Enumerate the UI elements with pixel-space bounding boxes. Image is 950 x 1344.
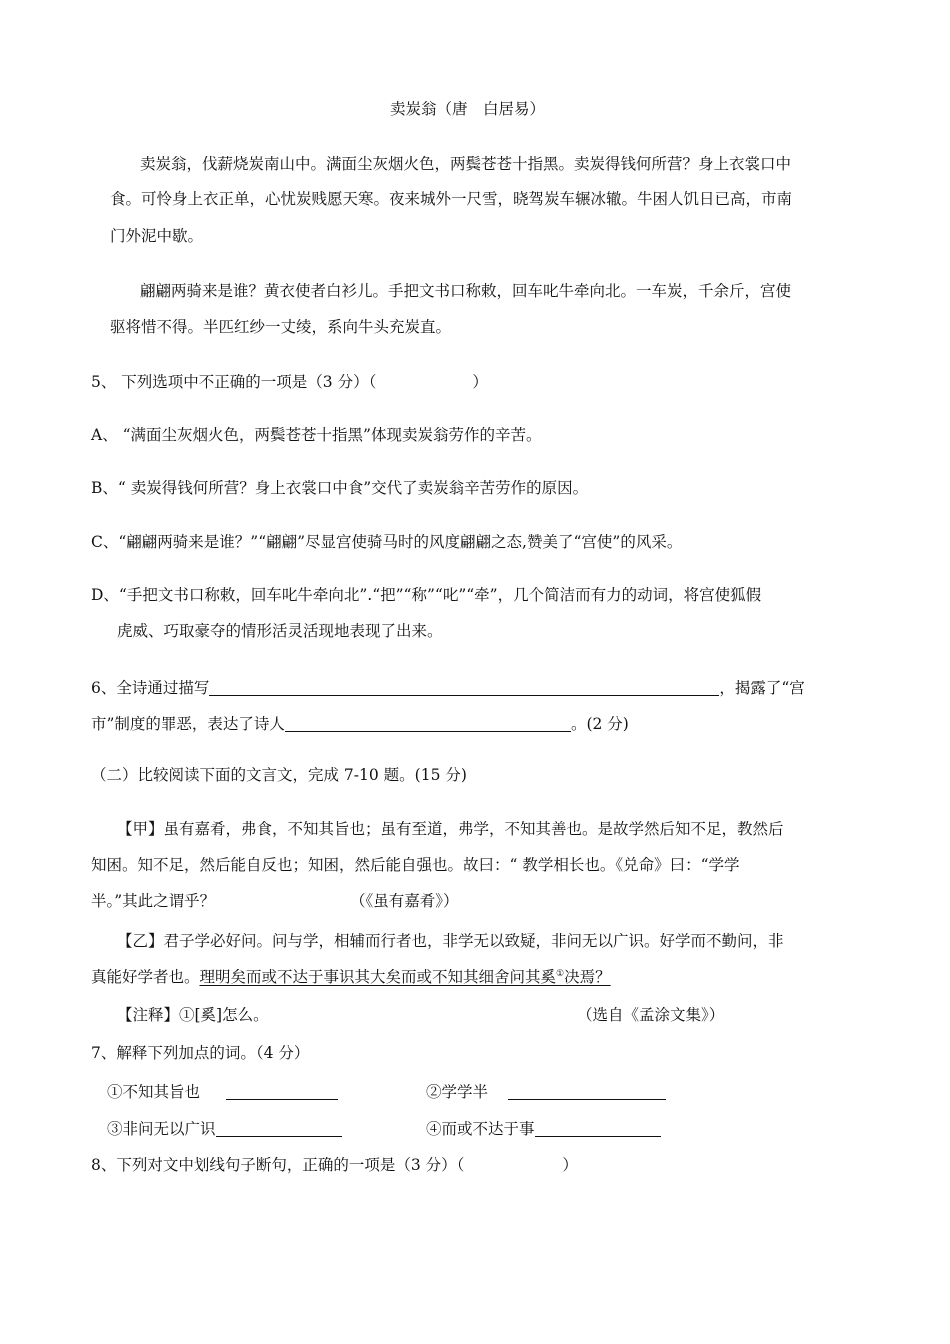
q6-line1 bbox=[91, 679, 805, 697]
yi-line2-plain: 真能好学者也。 bbox=[91, 968, 200, 986]
jia-line1: 【甲】虽有嘉肴，弗食，不知其旨也；虽有至道，弗学，不知其善也。是故学然后知不足，教然后 bbox=[117, 820, 784, 838]
q5-stem bbox=[91, 375, 488, 391]
poem-stanza2-line2: 驱将惜不得。半匹红纱一丈绫，系向牛头充炭直。 bbox=[110, 318, 452, 336]
q7-item-3 bbox=[107, 1120, 342, 1138]
q7-item-4 bbox=[426, 1120, 661, 1138]
q6-part3: 市”制度的罪恶，表达了诗人 bbox=[91, 715, 285, 733]
jia-line2: 知困。知不足，然后能自反也；知困，然后能自强也。故曰：“ 教学相长也。《兑命》曰：“学学 bbox=[91, 856, 740, 874]
q7-stem: 7、解释下列加点的词。（4 分） bbox=[91, 1044, 310, 1062]
yi-underlined-text: 理明矣而或不达于事识其大矣而或不知其细舍问其奚 bbox=[199, 968, 557, 986]
q7-item-1 bbox=[107, 1083, 338, 1101]
q7-blank-4[interactable] bbox=[535, 1120, 661, 1137]
q7-blank-3[interactable] bbox=[216, 1120, 342, 1137]
q5-option-a: A、 “满面尘灰烟火色，两鬓苍苍十指黑”体现卖炭翁劳作的辛苦。 bbox=[91, 426, 542, 444]
jia-line3: 半。”其此之谓乎？ bbox=[91, 892, 216, 910]
note: 【注释】①[奚]怎么。 bbox=[117, 1006, 269, 1024]
q6-blank-2[interactable] bbox=[285, 715, 571, 732]
yi-line1: 【乙】君子学必好问。问与学，相辅而行者也，非学无以致疑，非问无以广识。好学而不勤问，非 bbox=[117, 932, 784, 950]
yi-line2 bbox=[91, 970, 611, 986]
poem-stanza2-line1: 翩翩两骑来是谁？黄衣使者白衫儿。手把文书口称敕，回车叱牛牵向北。一车炭，千余斤，宫使 bbox=[140, 282, 792, 300]
q8-close: ） bbox=[562, 1156, 578, 1174]
q5-stem-text: 5、 下列选项中不正确的一项是（3 分）（ bbox=[91, 373, 377, 391]
q6-blank-1[interactable] bbox=[209, 679, 719, 696]
section2-heading: （二）比较阅读下面的文言文，完成 7-10 题。(15 分) bbox=[91, 766, 467, 784]
yi-underlined-sentence bbox=[200, 968, 611, 986]
q7-item-1-label: ①不知其旨也 bbox=[107, 1083, 201, 1101]
q5-option-b: B、“ 卖炭得钱何所营？身上衣裳口中食”交代了卖炭翁辛苦劳作的原因。 bbox=[91, 479, 589, 497]
q6-line2 bbox=[91, 715, 629, 733]
yi-underlined-end: 决焉？ bbox=[564, 968, 611, 986]
q7-item-4-label: ④而或不达于事 bbox=[426, 1120, 535, 1138]
q5-option-c: C、“翩翩两骑来是谁？”“翩翩”尽显宫使骑马时的风度翩翩之态,赞美了“宫使”的风采。 bbox=[91, 533, 683, 551]
yi-source: （选自《孟涂文集》） bbox=[577, 1006, 725, 1024]
poem-stanza1-line2: 食。可怜身上衣正单，心忧炭贱愿天寒。夜来城外一尺雪，晓驾炭车辗冰辙。牛困人饥日已高，市南 bbox=[110, 190, 793, 208]
q5-close: ） bbox=[472, 373, 488, 391]
q8-stem-text: 8、下列对文中划线句子断句，正确的一项是（3 分）（ bbox=[91, 1156, 465, 1174]
q6-part4: 。(2 分) bbox=[570, 715, 629, 733]
q7-item-2-label: ②学学半 bbox=[426, 1083, 489, 1101]
q5-option-d-line2: 虎威、巧取豪夺的情形活灵活现地表现了出来。 bbox=[117, 622, 443, 640]
jia-source: （《虽有嘉肴》） bbox=[350, 892, 459, 910]
poem-stanza1-line1: 卖炭翁，伐薪烧炭南山中。满面尘灰烟火色，两鬓苍苍十指黑。卖炭得钱何所营？身上衣裳口中 bbox=[140, 155, 792, 173]
q7-blank-1[interactable] bbox=[226, 1083, 338, 1100]
note-marker: ① bbox=[556, 969, 565, 979]
q7-blank-2[interactable] bbox=[508, 1083, 666, 1100]
q8-stem bbox=[91, 1158, 578, 1174]
q6-part1: 6、全诗通过描写 bbox=[91, 679, 210, 697]
q7-item-3-label: ③非问无以广识 bbox=[107, 1120, 216, 1138]
poem-stanza1-line3: 门外泥中歇。 bbox=[110, 227, 204, 245]
q6-part2: ，揭露了“宫 bbox=[719, 679, 805, 697]
q7-item-2 bbox=[426, 1083, 666, 1101]
q5-option-d-line1: D、“手把文书口称敕，回车叱牛牵向北”.“把”“称”“叱”“牵”，几个简洁而有力的动词，将宫使狐假 bbox=[91, 586, 762, 604]
poem-title: 卖炭翁（唐 白居易） bbox=[390, 100, 546, 118]
